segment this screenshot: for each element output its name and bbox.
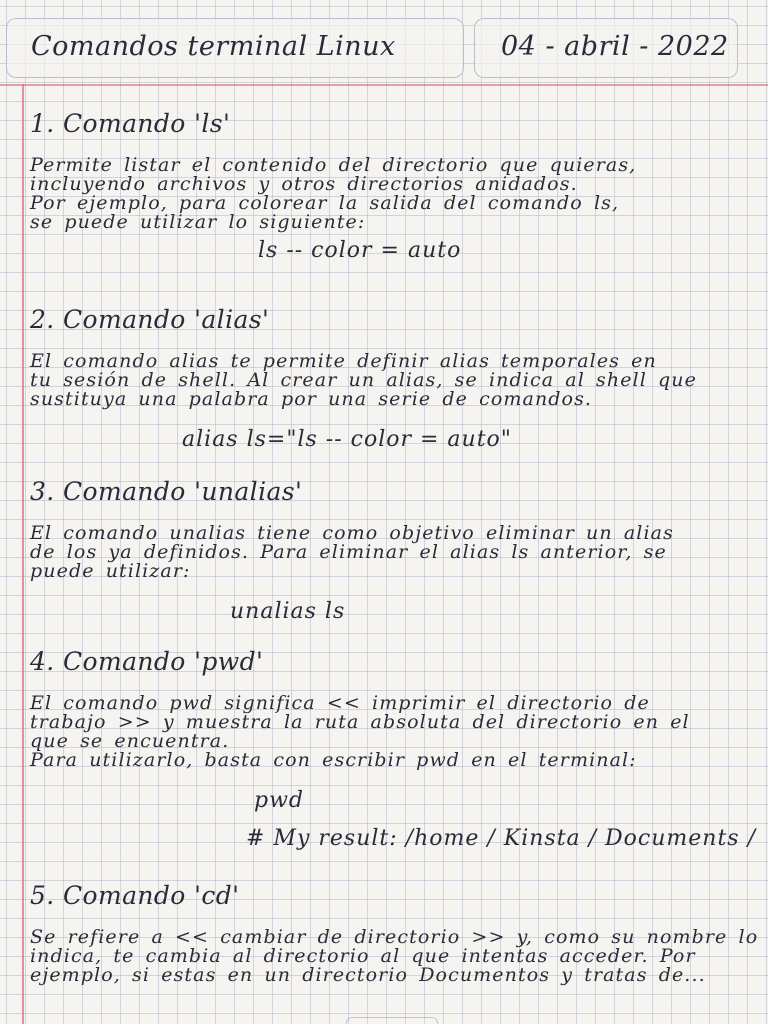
section-ls [30,104,636,270]
section-paragraph [30,694,756,770]
date-box [474,18,738,78]
section-heading: 4. Comando 'pwd' [30,647,264,676]
page-date: 04 - abril - 2022 [501,31,729,62]
section-paragraph [30,524,674,581]
paragraph-line: Para utilizarlo, basta con escribir pwd en el terminal: [30,749,637,771]
paragraph-line: Permite listar el contenido del directorio que quieras, [30,154,637,176]
title-box [6,18,464,78]
top-margin-rule [0,84,768,86]
paragraph-line: Se refiere a << cambiar de directorio >> y, como su nombre lo [30,926,759,948]
command-result: # My result: /home / Kinsta / Documents / [246,826,757,851]
paragraph-line: tu sesión de shell. Al crear un alias, se indica al shell que [30,369,697,391]
command-example: pwd [254,788,304,813]
command-example: unalias ls [230,599,346,624]
paragraph-line: El comando alias te permite definir alias temporales en [30,350,657,372]
page-title: Comandos terminal Linux [31,31,396,62]
paragraph-line: trabajo >> y muestra la ruta absoluta del directorio en el [30,711,690,733]
paragraph-line: que se encuentra. [30,730,230,752]
section-paragraph [30,352,697,409]
section-heading: 5. Comando 'cd' [30,881,240,910]
paragraph-line: ejemplo, si estas en un directorio Documentos y tratas de... [30,964,706,986]
paragraph-line: Por ejemplo, para colorear la salida del comando ls, [30,192,620,214]
paragraph-line: de los ya definidos. Para eliminar el alias ls anterior, se [30,541,667,563]
paragraph-line: se puede utilizar lo siguiente: [30,211,366,233]
command-example: alias ls="ls -- color = auto" [182,427,512,452]
section-cd [30,876,758,985]
paragraph-line: El comando unalias tiene como objetivo eliminar un alias [30,522,674,544]
section-heading: 3. Comando 'unalias' [30,477,303,506]
section-unalias [30,472,674,631]
paragraph-line: indica, te cambia al directorio al que intentas acceder. Por [30,945,696,967]
paragraph-line: incluyendo archivos y otros directorios anidados. [30,173,578,195]
section-heading: 2. Comando 'alias' [30,305,270,334]
section-paragraph [30,928,758,985]
command-example: ls -- color = auto [258,238,462,263]
section-pwd [30,642,756,858]
paragraph-line: sustituya una palabra por una serie de comandos. [30,388,593,410]
left-margin-line [22,84,24,1024]
paragraph-line: puede utilizar: [30,560,191,582]
section-heading: 1. Comando 'ls' [30,109,231,138]
paragraph-line: El comando pwd significa << imprimir el directorio de [30,692,650,714]
page-bottom-tab [346,1017,438,1024]
section-alias [30,300,697,459]
section-paragraph [30,156,636,232]
